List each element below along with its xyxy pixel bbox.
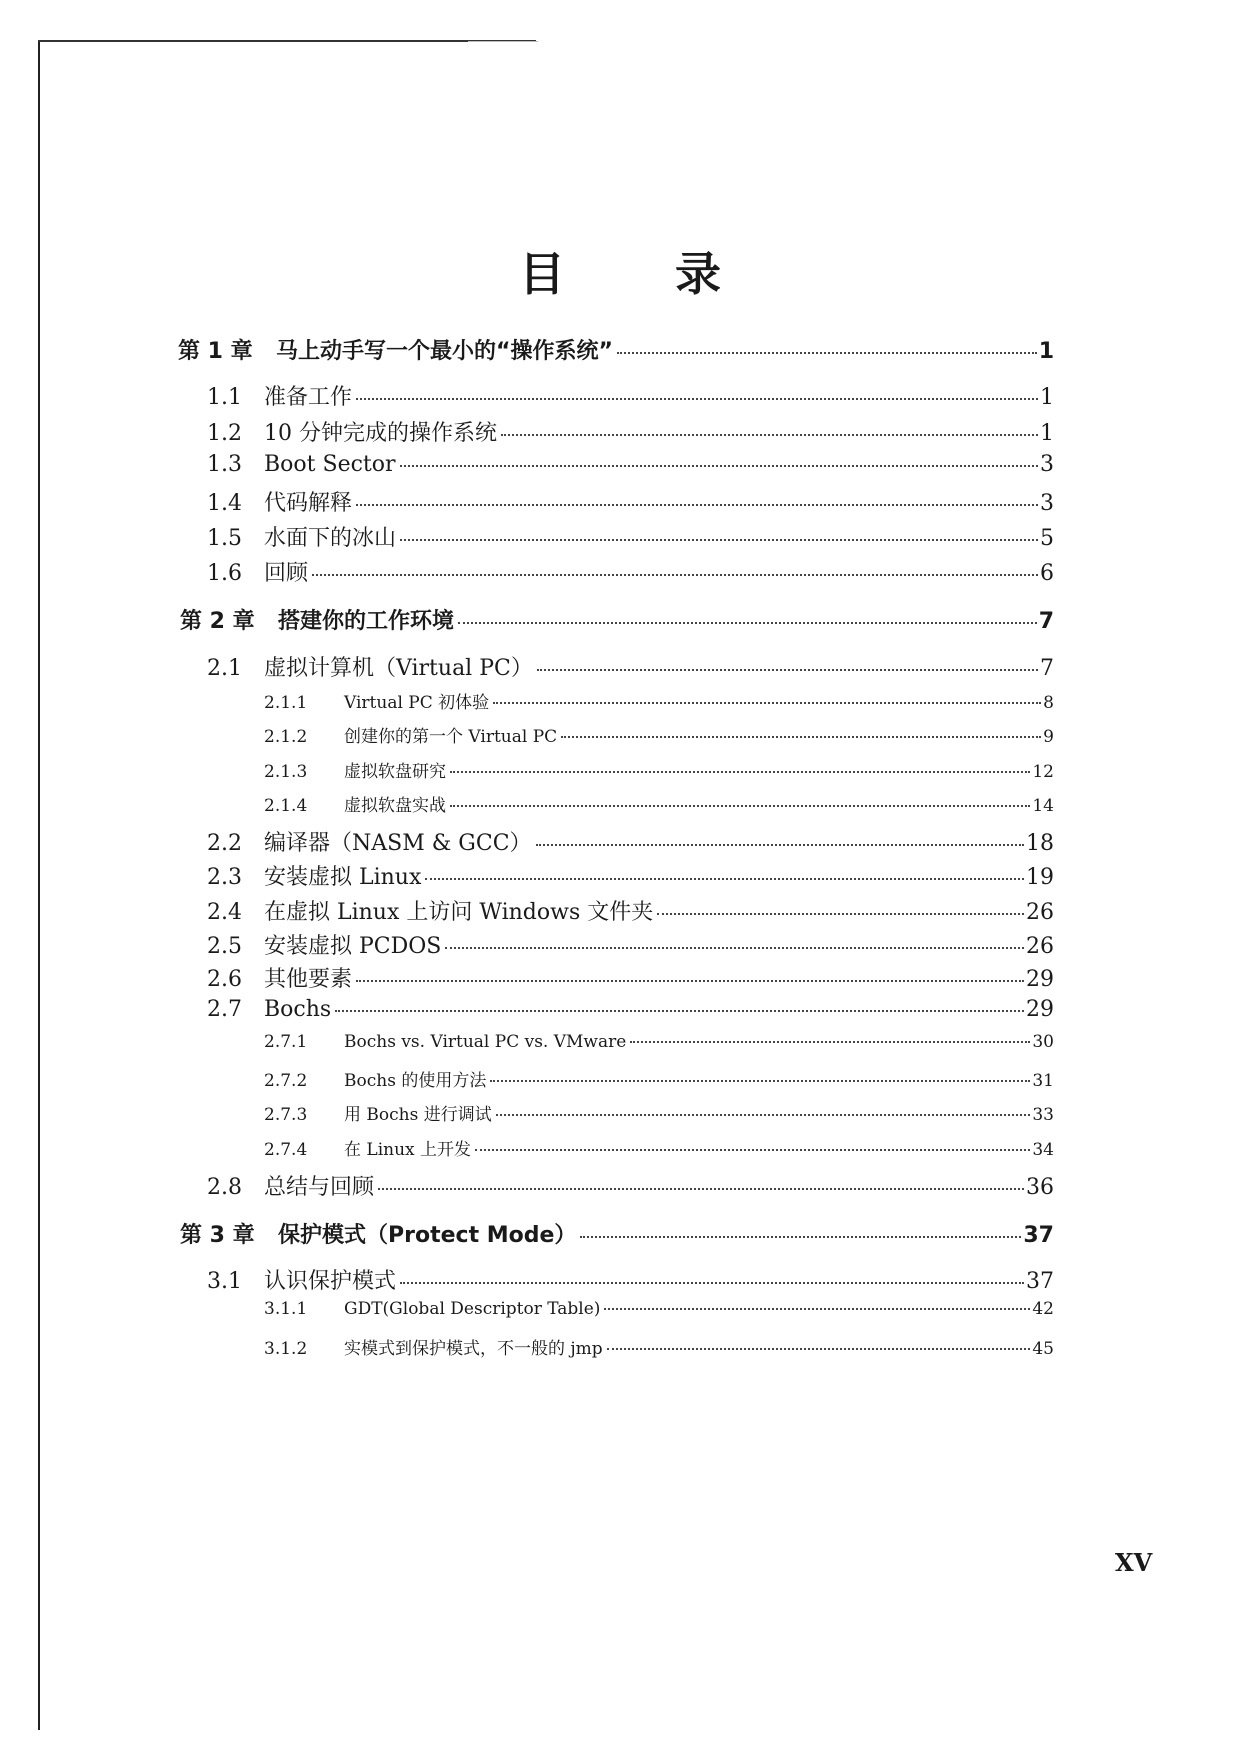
toc-title: Bochs [264,997,332,1022]
toc-subsection-entry [264,688,1054,713]
toc-page-number: 36 [1026,1175,1054,1200]
toc-leader-dots [400,538,1038,541]
title-char-2: 录 [675,247,721,301]
page-title [0,238,1240,304]
toc-number: 2.1.4 [264,796,308,816]
toc-title: Bochs vs. Virtual PC vs. VMware [344,1032,627,1052]
toc-chapter-entry [180,1218,1054,1249]
toc-page-number: 9 [1043,727,1054,747]
toc-subsection-entry [264,791,1054,816]
toc-page-number: 18 [1026,831,1054,856]
toc-section-entry [182,826,1054,857]
toc-title: 安装虚拟 PCDOS [264,934,442,959]
toc-title: 代码解释 [264,491,353,516]
toc-leader-dots [580,1235,1021,1238]
toc-number: 3.1.2 [264,1339,308,1359]
toc-number: 2.1.3 [264,762,308,782]
toc-leader-dots [312,573,1038,576]
toc-page-number: 31 [1032,1071,1054,1091]
toc-number: 第 3 章 [180,1223,255,1248]
toc-section-entry [182,1170,1054,1201]
toc-number: 2.1 [207,656,242,681]
toc-title: GDT(Global Descriptor Table) [344,1299,601,1319]
toc-page-number: 26 [1026,900,1054,925]
toc-subsection-entry [264,1032,1054,1052]
toc-number: 3.1.1 [264,1299,308,1319]
toc-section-entry [182,860,1054,891]
toc-page-number: 1 [1040,385,1054,410]
top-rule-faint [468,41,538,42]
toc-subsection-entry [264,1066,1054,1091]
toc-leader-dots [537,668,1038,671]
toc-number: 2.3 [207,865,242,890]
toc-leader-dots [607,1347,1031,1350]
toc-subsection-entry [264,1334,1054,1359]
toc-chapter-entry [180,604,1054,635]
toc-number: 第 1 章 [178,339,253,364]
toc-page-number: 19 [1026,865,1054,890]
toc-title: 水面下的冰山 [264,526,397,551]
toc-page-number: 29 [1026,997,1054,1022]
toc-page-number: 42 [1032,1299,1054,1319]
toc-page-number: 7 [1040,656,1054,681]
toc-page-number: 1 [1038,339,1054,364]
toc-page-number: 26 [1026,934,1054,959]
toc-number: 3.1 [207,1269,242,1294]
toc-leader-dots [490,1079,1030,1082]
toc-title: 用 Bochs 进行调试 [344,1105,492,1125]
toc-leader-dots [400,464,1038,467]
toc-page-number: 5 [1040,526,1054,551]
toc-number: 1.5 [207,526,242,551]
toc-number: 1.1 [207,385,242,410]
toc-page-number: 37 [1026,1269,1054,1294]
toc-section-entry [182,895,1054,926]
toc-page-number: 37 [1023,1223,1054,1248]
toc-page-number: 14 [1032,796,1054,816]
toc-section-entry [182,962,1054,993]
toc-chapter-entry [178,334,1054,365]
toc-page-number: 1 [1040,421,1054,446]
toc-number: 2.6 [207,967,242,992]
toc-leader-dots [335,1009,1024,1012]
toc-leader-dots [400,1281,1024,1284]
toc-number: 1.6 [207,561,242,586]
toc-number: 2.4 [207,900,242,925]
toc-subsection-entry [264,1299,1054,1319]
toc-section-entry [182,486,1054,517]
toc-title: 实模式到保护模式，不一般的 jmp [344,1339,603,1359]
toc-section-entry [182,651,1054,682]
toc-title: Bochs 的使用方法 [344,1071,487,1091]
toc-title: 虚拟计算机（Virtual PC） [264,656,533,681]
toc-title: 总结与回顾 [264,1175,375,1200]
toc-leader-dots [378,1187,1024,1190]
toc-page-number: 7 [1038,609,1054,634]
toc-leader-dots [445,946,1024,949]
toc-number: 第 2 章 [180,609,255,634]
toc-number: 2.7.2 [264,1071,308,1091]
toc-leader-dots [493,701,1041,704]
toc-number: 1.4 [207,491,242,516]
toc-number: 2.7 [207,997,242,1022]
toc-number: 1.3 [207,452,242,477]
toc-leader-dots [450,770,1030,773]
toc-title: 搭建你的工作环境 [278,609,455,634]
toc-number: 2.1.2 [264,727,308,747]
toc-title: 在 Linux 上开发 [344,1140,472,1160]
toc-leader-dots [356,397,1038,400]
toc-title: 回顾 [264,561,309,586]
toc-title: 安装虚拟 Linux [264,865,422,890]
toc-title: 准备工作 [264,385,353,410]
toc-subsection-entry [264,757,1054,782]
toc-title: Boot Sector [264,452,396,477]
toc-title: 虚拟软盘实战 [344,796,446,816]
toc-leader-dots [450,804,1030,807]
toc-number: 2.5 [207,934,242,959]
toc-leader-dots [501,433,1038,436]
toc-leader-dots [657,912,1024,915]
toc-section-entry [182,416,1054,447]
toc-title: 马上动手写一个最小的“操作系统” [276,339,613,364]
toc-section-entry [182,521,1054,552]
toc-title: 编译器（NASM & GCC） [264,831,532,856]
toc-leader-dots [496,1113,1031,1116]
toc-leader-dots [536,843,1024,846]
toc-title: 在虚拟 Linux 上访问 Windows 文件夹 [264,900,654,925]
toc-subsection-entry [264,1135,1054,1160]
toc-page-number: 3 [1040,452,1054,477]
toc-title: 10 分钟完成的操作系统 [264,421,497,446]
toc-leader-dots [356,503,1038,506]
toc-page-number: 34 [1032,1140,1054,1160]
toc-section-entry [182,929,1054,960]
toc-number: 2.7.4 [264,1140,308,1160]
toc-title: 认识保护模式 [264,1269,397,1294]
toc-leader-dots [630,1040,1030,1043]
toc-section-entry [182,452,1054,477]
toc-page-number: 8 [1043,693,1054,713]
toc-section-entry [182,380,1054,411]
toc-section-entry [182,1264,1054,1295]
toc-section-entry [182,556,1054,587]
toc-page-number: 6 [1040,561,1054,586]
toc-number: 2.2 [207,831,242,856]
toc-number: 2.7.3 [264,1105,308,1125]
toc-title: 保护模式（Protect Mode） [278,1223,577,1248]
toc-number: 2.7.1 [264,1032,308,1052]
toc-leader-dots [617,351,1037,354]
toc-page-number: 3 [1040,491,1054,516]
toc-leader-dots [604,1307,1030,1310]
toc-page-number: 12 [1032,762,1054,782]
toc-leader-dots [425,877,1024,880]
toc-section-entry [182,997,1054,1022]
title-char-1: 目 [519,247,565,301]
toc-page-number: 33 [1032,1105,1054,1125]
toc-page-number: 45 [1032,1339,1054,1359]
toc-page-number: 30 [1032,1032,1054,1052]
toc-title: 创建你的第一个 Virtual PC [344,727,558,747]
toc-subsection-entry [264,722,1054,747]
toc-leader-dots [561,735,1041,738]
toc-leader-dots [356,979,1024,982]
toc-subsection-entry [264,1100,1054,1125]
top-rule [38,40,536,42]
toc-title: 虚拟软盘研究 [344,762,446,782]
toc-title: Virtual PC 初体验 [344,693,490,713]
toc-page-number: 29 [1026,967,1054,992]
toc-title: 其他要素 [264,967,353,992]
toc-leader-dots [475,1148,1030,1151]
toc-number: 2.1.1 [264,693,308,713]
page-number: XV [1115,1548,1153,1577]
toc-leader-dots [458,621,1037,624]
toc-number: 1.2 [207,421,242,446]
toc-number: 2.8 [207,1175,242,1200]
